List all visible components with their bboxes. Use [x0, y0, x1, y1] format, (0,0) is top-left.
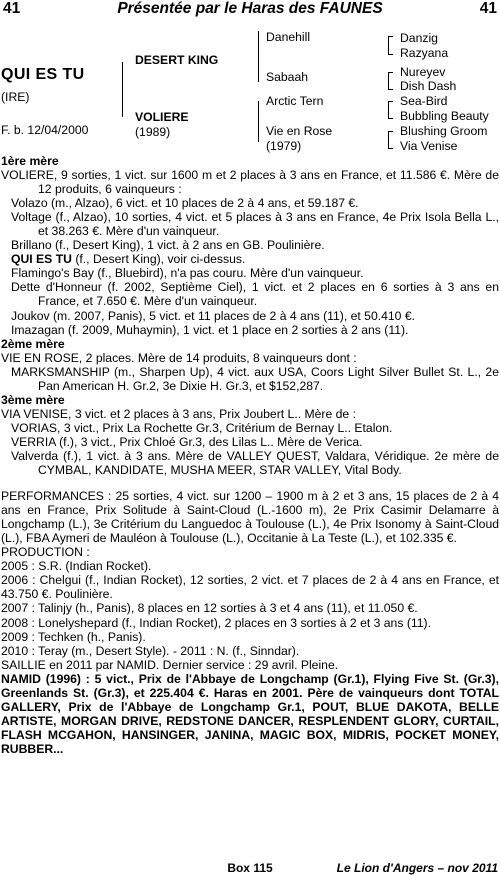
g3-sss: Danzig	[400, 31, 438, 45]
horse-name: QUI ES TU	[1, 66, 85, 83]
g3-sds: Nureyev	[400, 65, 446, 79]
produce-volazo: Volazo (m., Alzao), 6 vict. et 10 places de 2 à 4 ans, et 59.187 €.	[11, 196, 359, 211]
production-2007: 2007 : Talinjy (h., Panis), 8 places en 12 sorties à 3 et 4 ans (11), et 11.050 €.	[1, 601, 418, 616]
page-footer	[0, 861, 500, 875]
sale-source: Le Lion d'Angers – nov 2011	[336, 861, 498, 875]
produce-valverda: Valverda (f.), 1 vict. à 3 ans. Mère de VALLEY QUEST, Valdara, Véridique. 2e mère de CYMBAL, KANDIDATE, MUSHA MEER, STAR VALLEY, Vital Body.	[11, 448, 499, 478]
sire-sire: Danehill	[266, 30, 311, 44]
produce-flamingo: Flamingo's Bay (f., Bluebird), n'a pas couru. Mère d'un vainqueur.	[11, 266, 364, 281]
produce-qui-es-tu-name: QUI ES TU	[11, 252, 72, 267]
third-dam-record: VIA VENISE, 3 vict. et 2 places à 3 ans, Prix Joubert L.. Mère de :	[1, 406, 356, 421]
bracket-g3-4	[388, 131, 389, 148]
page-header	[3, 0, 497, 18]
g3-dss: Sea-Bird	[400, 94, 448, 108]
production-heading: PRODUCTION :	[1, 545, 90, 560]
produce-vorias: VORIAS, 3 vict., Prix La Rochette Gr.3, Critérium de Bernay L.. Etalon.	[11, 420, 393, 435]
dam-dam: Vie en Rose	[266, 124, 333, 138]
saillie: SAILLIE en 2011 par NAMID. Dernier service : 29 avril. Pleine.	[1, 657, 339, 672]
page-body	[1, 154, 499, 756]
dam-record: VOLIERE, 9 sorties, 1 vict. sur 1600 m et 2 places à 3 ans en France, et 11.586 €. Mère de 12 produits, 6 vainqueurs :	[1, 168, 499, 197]
produce-verria: VERRIA (f.), 3 vict., Prix Chloé Gr.3, des Lilas L.. Mère de Verica.	[11, 434, 363, 449]
pedigree-table	[0, 22, 500, 157]
page-number-right: 41	[479, 0, 497, 17]
horse-origin: (IRE)	[1, 90, 30, 104]
second-dam-record: VIE EN ROSE, 2 places. Mère de 14 produits, 8 vainqueurs dont :	[1, 350, 357, 365]
dam-name: VOLIERE	[135, 110, 189, 124]
bracket-gen1	[122, 62, 123, 117]
performances: PERFORMANCES : 25 sorties, 4 vict. sur 1200 – 1900 m à 2 et 3 ans, 15 places de 2 à 4 ans en France, Prix Solitude à Saint-Cloud (L.-1600 m), 2e Prix Casimir Delamarre à Longchamp (L.), 3e Critérium du Languedoc à Toulouse (L.), 4e Prix Isonomy à Saint-Cloud (L.), FBA Aymeri de Mauléon à Toulouse (L.), Occitanie à La Teste (L.), et 102.335 €.	[1, 489, 499, 546]
produce-joukov: Joukov (m. 2007, Panis), 5 vict. et 11 places de 2 à 4 ans (11), et 50.410 €.	[11, 308, 415, 323]
horse-birth: F. b. 12/04/2000	[1, 123, 89, 137]
production-2005: 2005 : S.R. (Indian Rocket).	[1, 559, 152, 574]
bracket-g3-1	[388, 36, 389, 54]
g3-ddd: Via Venise	[400, 139, 458, 153]
production-2009: 2009 : Techken (h., Panis).	[1, 629, 146, 644]
g3-ssd: Razyana	[400, 46, 449, 60]
dam-year: (1989)	[135, 125, 171, 139]
g3-dds: Blushing Groom	[400, 124, 488, 138]
production-2008: 2008 : Lonelyshepard (f., Indian Rocket), 2 places en 3 sorties à 2 et 3 ans (11).	[1, 615, 431, 630]
second-dam-heading: 2ème mère	[1, 336, 65, 351]
produce-voltage: Voltage (f., Alzao), 10 sorties, 4 vict. et 5 places à 3 ans en France, 4e Prix Isola Bella L., et 38.263 €. Mère d'un vainqueur.	[11, 210, 499, 239]
page-number-left: 41	[3, 0, 21, 17]
bracket-sire	[258, 31, 259, 82]
sire-dam: Sabaah	[266, 70, 309, 84]
bracket-g3-2	[388, 72, 389, 89]
sire-name: DESERT KING	[135, 53, 219, 67]
produce-brillano: Brillano (f., Desert King), 1 vict. à 2 ans en GB. Poulinière.	[11, 238, 325, 253]
bracket-dam	[258, 101, 259, 142]
produce-marksmanship: MARKSMANSHIP (m., Sharpen Up), 4 vict. aux USA, Coors Light Silver Bullet St. L., 2e Pan American H. Gr.2, 3e Dixie H. Gr.3, et $152,287.	[11, 364, 499, 393]
third-dam-heading: 3ème mère	[1, 392, 65, 407]
dam-sire: Arctic Tern	[266, 94, 324, 108]
dam-dam-year: (1979)	[266, 139, 302, 153]
production-2010: 2010 : Teray (m., Desert Style). - 2011 : N. (f., Sinndar).	[1, 643, 300, 658]
production-2006: 2006 : Chelgui (f., Indian Rocket), 12 sorties, 2 vict. et 7 places de 2 à 4 ans en France, et 43.750 €. Poulinière.	[1, 573, 499, 602]
g3-sdd: Dish Dash	[400, 79, 457, 93]
bracket-g3-3	[388, 101, 389, 118]
g3-dsd: Bubbling Beauty	[400, 109, 489, 123]
page-title: Présentée par le Haras des FAUNES	[117, 0, 383, 17]
stallion-namid: NAMID (1996) : 5 vict., Prix de l'Abbaye de Longchamp (Gr.1), Flying Five St. (Gr.3), Greenlands St. (Gr.3), et 225.404 €. Haras en 2001. Père de vainqueurs dont TOTAL GALLERY, Prix de l'Abbaye de Longchamp Gr.1, POUT, BLUE DAKOTA, BELLE ARTISTE, MORGAN DRIVE, REDSTONE DANCER, RESPLENDENT GLORY, CURTAIL, FLASH MCGAHON, HANSINGER, JANINA, MAGIC BOX, MIDRIS, POCKET MONEY, RUBBER...	[1, 671, 499, 756]
produce-qui-es-tu: QUI ES TU (f., Desert King), voir ci-dessus.	[11, 252, 246, 267]
produce-imazagan: Imazagan (f. 2009, Muhaymin), 1 vict. et 1 place en 2 sorties à 2 ans (11).	[11, 322, 409, 337]
produce-dette: Dette d'Honneur (f. 2002, Septième Ciel), 1 vict. et 2 places en 6 sorties à 3 ans en France, et 7.650 €. Mère d'un vainqueur.	[11, 280, 499, 309]
first-dam-heading: 1ère mère	[1, 154, 59, 168]
box-number: Box 115	[227, 861, 273, 875]
